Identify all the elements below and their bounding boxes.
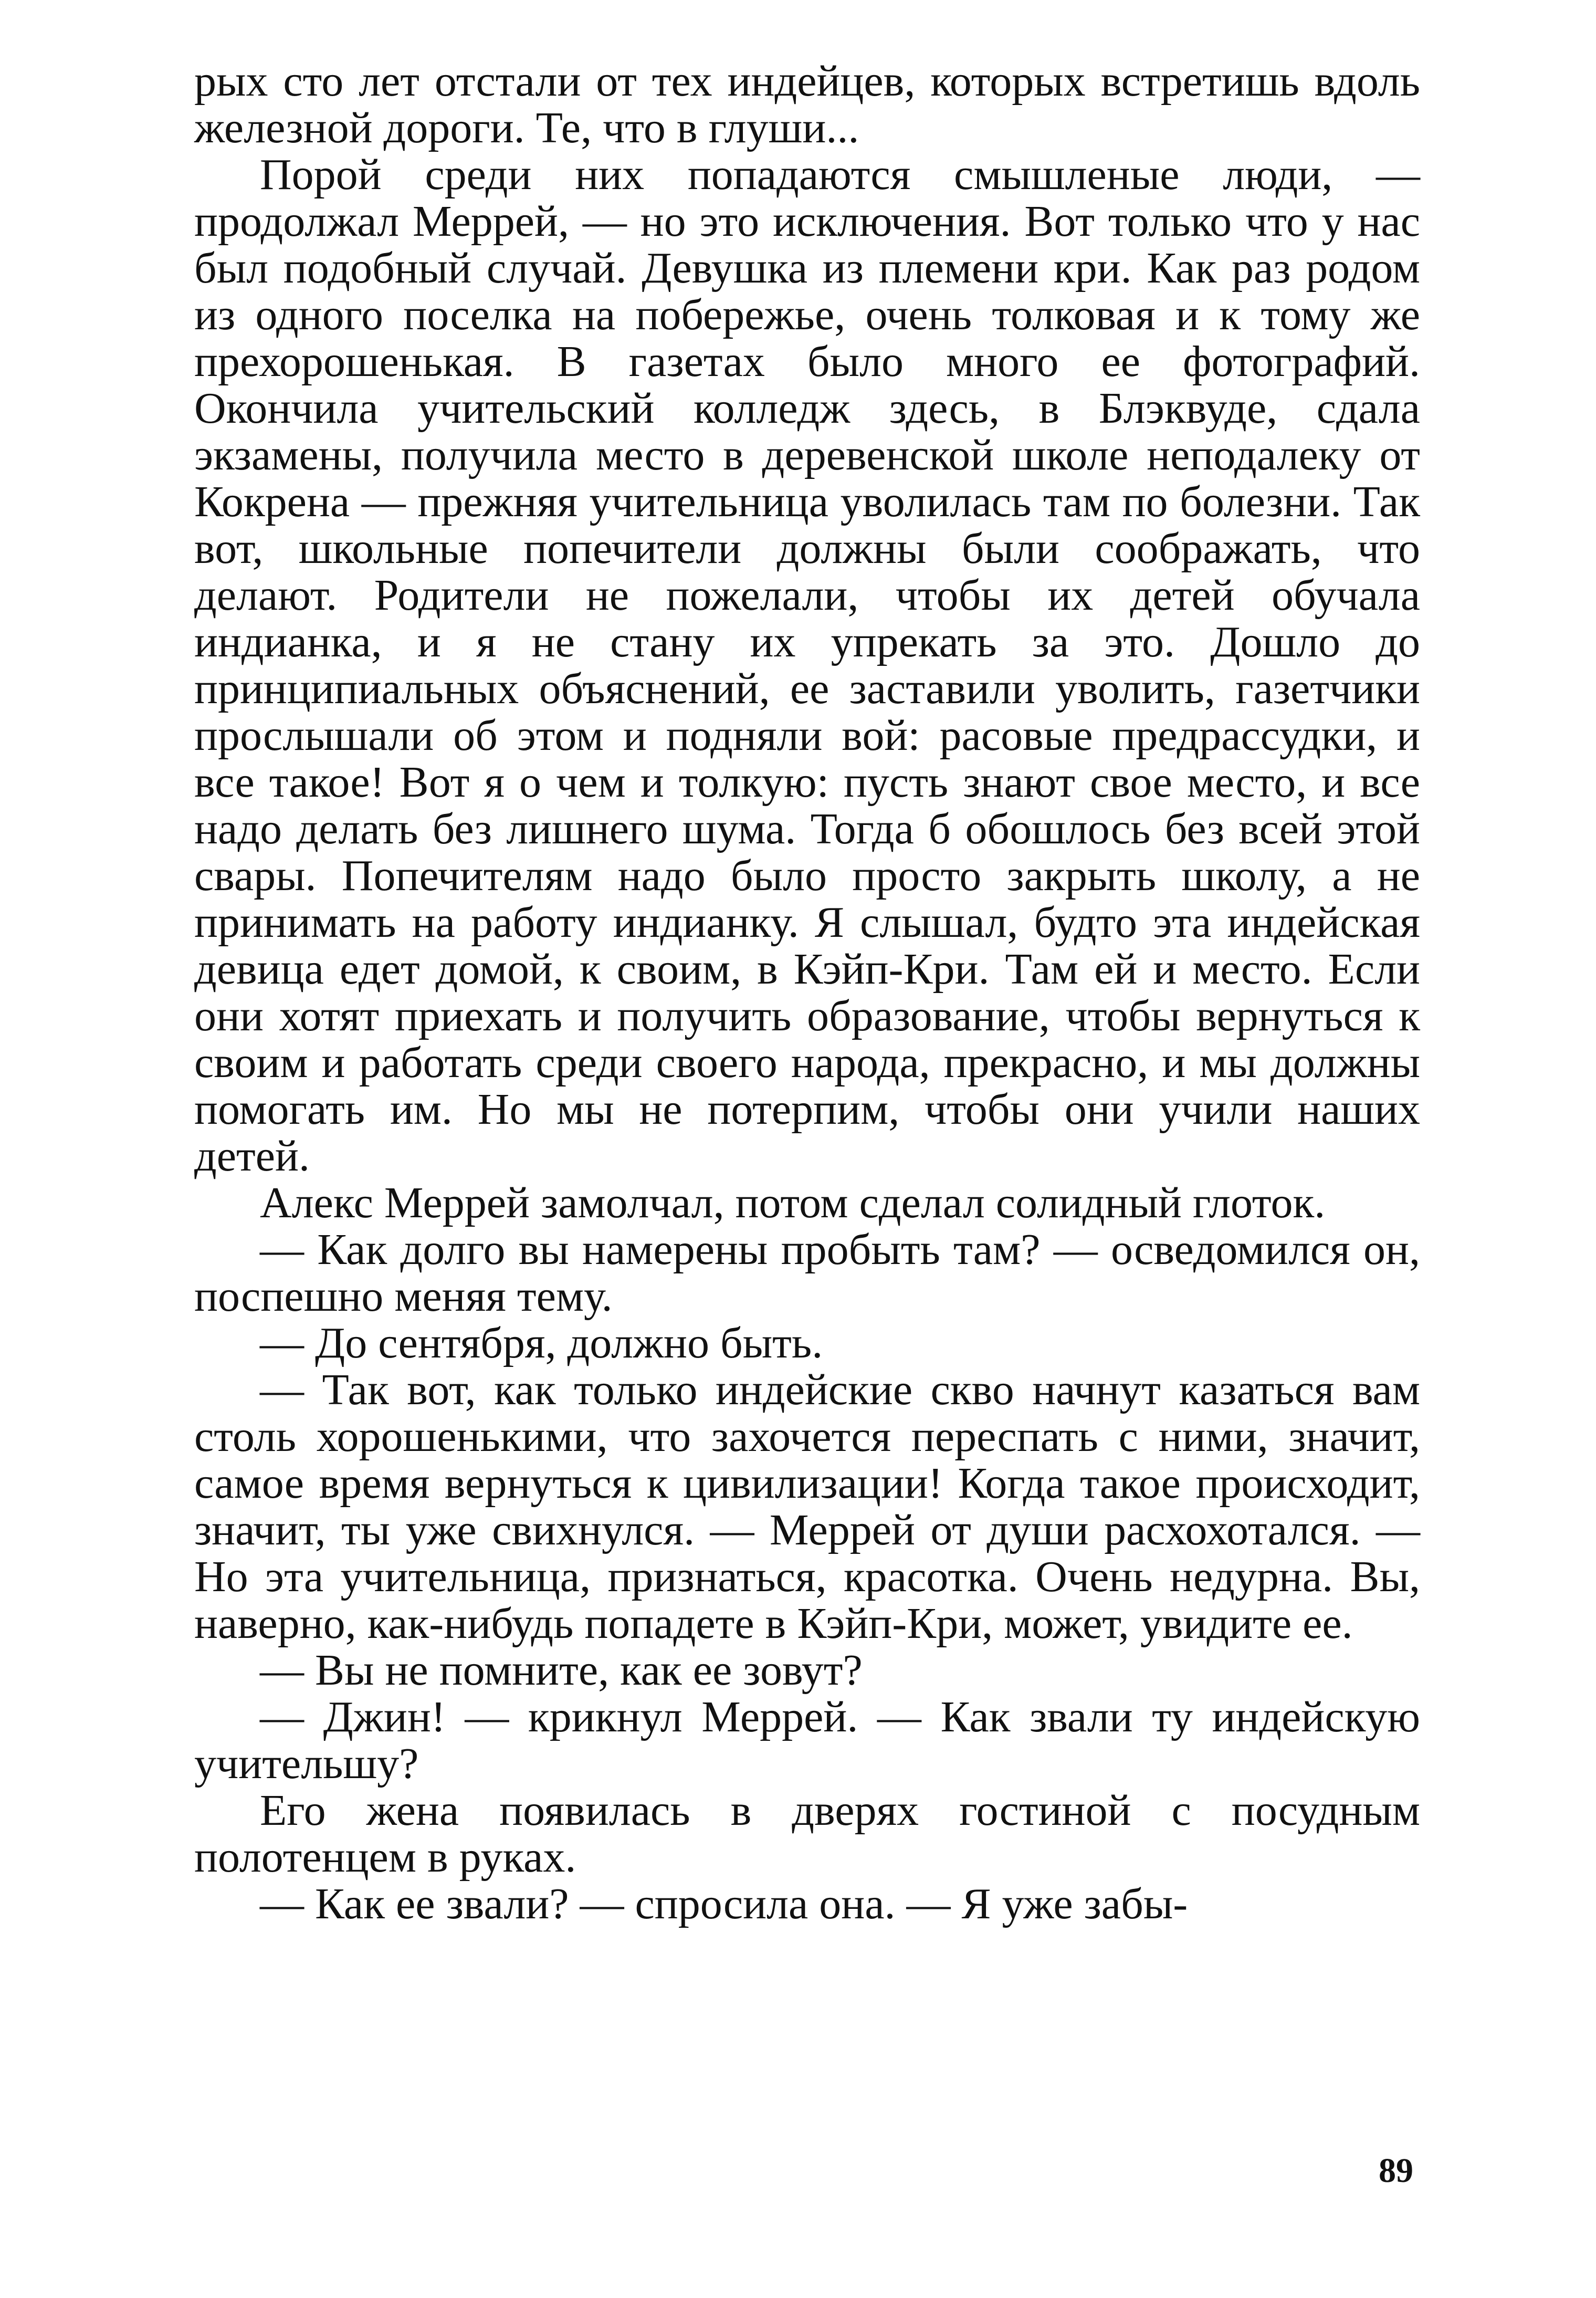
page-body: [194, 58, 1420, 1927]
paragraph: — Как ее звали? — спросила она. — Я уже забы-: [260, 1879, 1188, 1928]
paragraph: — Вы не помните, как ее зовут?: [260, 1646, 863, 1695]
paragraph: Алекс Меррей замолчал, потом сделал солидный глоток.: [260, 1178, 1326, 1227]
paragraph: Порой среди них попадаются смышленые люди, — продолжал Меррей, — но это исключения. Вот только что у нас был подобный случай. Девушка из племени кри. Как раз родом из одного поселка на побережье, очень толковая и к тому же прехорошенькая. В газетах было много ее фотографий. Окончила учительский колледж здесь, в Блэквуде, сдала экзамены, получила место в деревенской школе неподалеку от Кокрена — прежняя учительница уволилась там по болезни. Так вот, школьные попечители должны были соображать, что делают. Родители не пожелали, чтобы их детей обучала индианка, и я не стану их упрекать за это. Дошло до принципиальных объяснений, ее заставили уволить, газетчики прослышали об этом и подняли вой: расовые предрассудки, и все такое! Вот я о чем и толкую: пусть знают свое место, и все надо делать без лишнего шума. Тогда б обошлось без всей этой свары. Попечителям надо было просто закрыть школу, а не принимать на работу индианку. Я слышал, будто эта индейская девица едет домой, к своим, в Кэйп-Кри. Там ей и место. Если они хотят приехать и получить образование, чтобы вернуться к своим и работать среди своего народа, прекрасно, и мы должны помогать им. Но мы не потерпим, чтобы они учили наших детей.: [194, 150, 1420, 1181]
page-number: 89: [1379, 2151, 1413, 2190]
paragraph: — Так вот, как только индейские скво начнут казаться вам столь хорошенькими, что захочется переспать с ними, значит, самое время вернуться к цивилизации! Когда такое происходит, значит, ты уже свихнулся. — Меррей от души расхохотался. — Но эта учительница, признаться, красотка. Очень недурна. Вы, наверно, как-нибудь попадете в Кэйп-Кри, может, увидите ее.: [194, 1365, 1420, 1648]
paragraph: — До сентября, должно быть.: [260, 1319, 823, 1367]
paragraph: рых сто лет отстали от тех индейцев, которых встретишь вдоль железной дороги. Те, что в глуши...: [194, 57, 1420, 152]
paragraph: — Джин! — крикнул Меррей. — Как звали ту индейскую учительшу?: [194, 1693, 1420, 1788]
paragraph: — Как долго вы намерены пробыть там? — осведомился он, поспешно меняя тему.: [194, 1225, 1420, 1321]
paragraph: Его жена появилась в дверях гостиной с посудным полотенцем в руках.: [194, 1786, 1420, 1882]
